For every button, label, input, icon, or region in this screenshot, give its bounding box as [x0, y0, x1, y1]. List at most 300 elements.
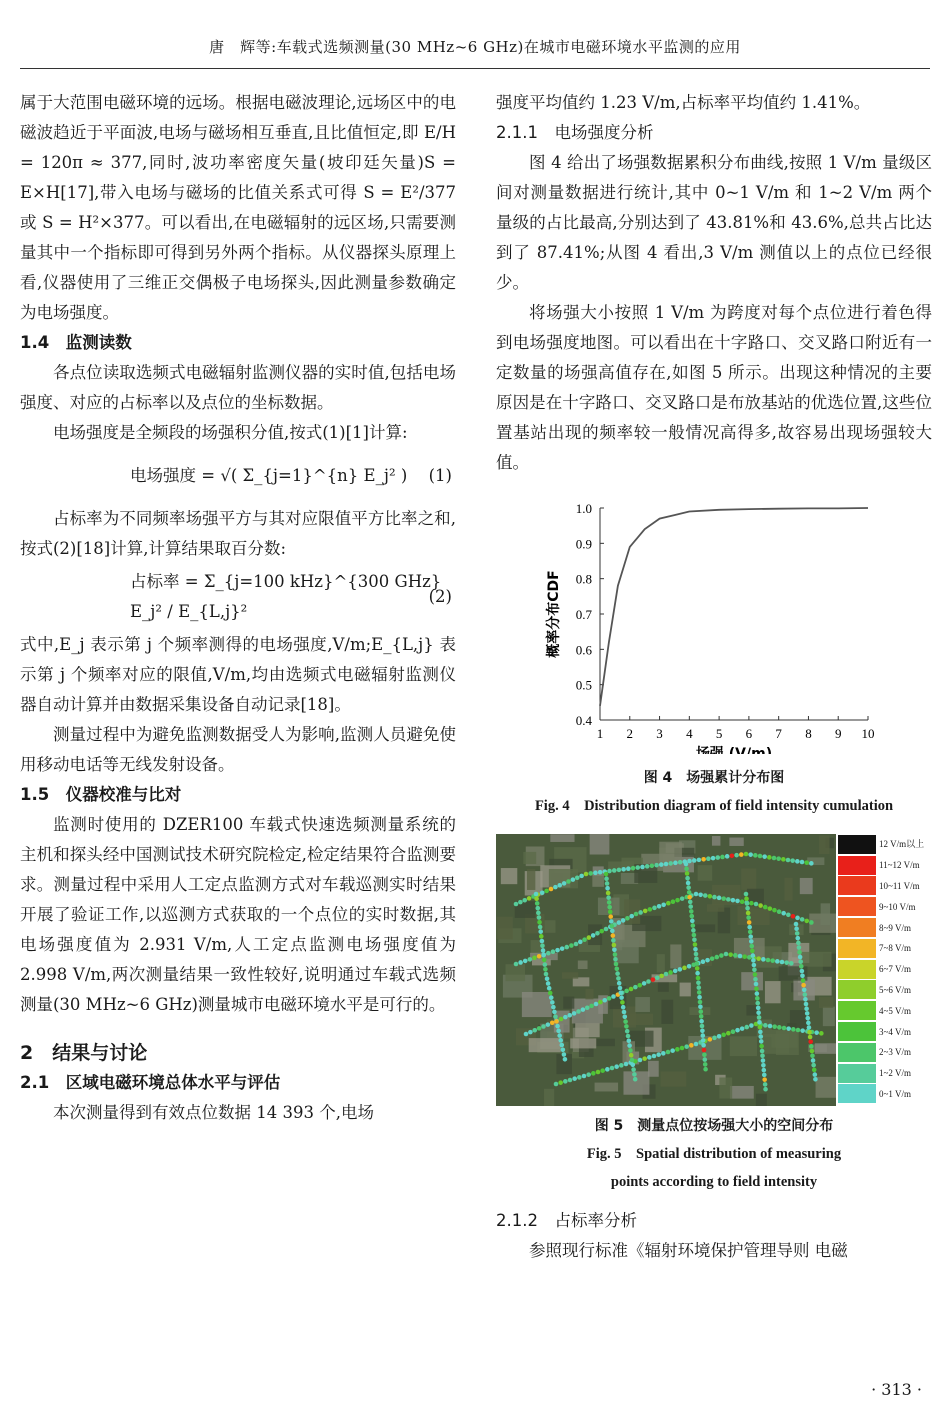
- measurement-point: [563, 1057, 568, 1062]
- paragraph: 参照现行标准《辐射环境保护管理导则 电磁: [529, 1241, 848, 1260]
- legend-label: 7~8 V/m: [879, 943, 911, 954]
- measurement-point: [537, 1026, 542, 1031]
- measurement-point: [611, 938, 616, 943]
- measurement-point: [694, 1042, 699, 1047]
- measurement-point: [621, 1005, 626, 1010]
- x-tick-label: 7: [775, 726, 782, 741]
- map-terrain-block: [592, 875, 604, 887]
- x-tick-label: 2: [626, 726, 634, 741]
- measurement-point: [726, 1031, 731, 1036]
- measurement-point: [798, 959, 803, 964]
- measurement-point: [593, 871, 598, 876]
- measurement-point: [624, 989, 629, 994]
- measurement-point: [742, 954, 747, 959]
- left-column: [20, 88, 456, 1128]
- legend-swatch: [838, 918, 876, 937]
- measurement-point: [652, 906, 657, 911]
- measurement-point: [694, 892, 699, 897]
- measurement-point: [739, 852, 744, 857]
- measurement-point: [631, 1063, 636, 1068]
- measurement-point: [800, 973, 805, 978]
- x-tick-label: 1: [596, 726, 604, 741]
- cdf-chart: [496, 492, 932, 754]
- measurement-point: [697, 995, 702, 1000]
- measurement-point: [547, 986, 552, 991]
- legend-label: 10~11 V/m: [879, 881, 920, 891]
- measurement-point: [631, 866, 636, 871]
- measurement-point: [615, 967, 620, 972]
- measurement-point: [632, 1072, 637, 1077]
- map-terrain-block: [746, 1005, 758, 1015]
- measurement-point: [532, 956, 537, 961]
- measurement-point: [758, 1025, 763, 1030]
- measurement-point: [804, 860, 809, 865]
- measurement-point: [553, 1014, 558, 1019]
- measurement-point: [638, 1058, 643, 1063]
- y-tick-label: 0.9: [575, 536, 592, 552]
- section-heading-2-1: 2.1 区域电磁环境总体水平与评估: [20, 1073, 281, 1092]
- map-terrain-block: [527, 869, 535, 890]
- measurement-point: [624, 1062, 629, 1067]
- measurement-point: [809, 861, 814, 866]
- measurement-point: [604, 927, 609, 932]
- x-tick-label: 10: [861, 726, 875, 741]
- measurement-point: [553, 885, 558, 890]
- measurement-point: [808, 1039, 813, 1044]
- map-terrain-block: [562, 972, 578, 978]
- figure-4-caption: 图 4 场强累计分布图: [643, 770, 785, 786]
- measurement-point: [552, 1010, 557, 1015]
- measurement-point: [692, 937, 697, 942]
- map-terrain-block: [506, 964, 526, 981]
- measurement-point: [578, 940, 583, 945]
- measurement-point: [614, 962, 619, 967]
- measurement-point: [610, 929, 615, 934]
- measurement-point: [782, 1026, 787, 1031]
- measurement-point: [758, 903, 763, 908]
- measurement-point: [691, 923, 696, 928]
- measurement-point: [800, 917, 805, 922]
- measurement-point: [535, 906, 540, 911]
- measurement-point: [622, 1010, 627, 1015]
- measurement-point: [753, 853, 758, 858]
- measurement-point: [745, 906, 750, 911]
- measurement-point: [596, 1070, 601, 1075]
- measurement-point: [687, 964, 692, 969]
- measurement-point: [703, 893, 708, 898]
- measurement-point: [670, 1048, 675, 1053]
- section-heading-2-1-2: 2.1.2 占标率分析: [496, 1211, 637, 1230]
- map-terrain-block: [544, 1089, 554, 1106]
- legend-label: 4~5 V/m: [879, 1005, 911, 1016]
- map-image: [496, 834, 836, 1106]
- legend-label: 11~12 V/m: [879, 860, 920, 871]
- measurement-point: [754, 986, 759, 991]
- measurement-point: [685, 871, 690, 876]
- measurement-point: [701, 959, 706, 964]
- map-terrain-block: [590, 834, 610, 854]
- legend-swatch: [838, 1022, 876, 1041]
- measurement-point: [538, 929, 543, 934]
- paragraph: 测量过程中为避免监测数据受人为影响,监测人员避免使用移动电话等无线发射设备。: [20, 725, 456, 774]
- measurement-point: [758, 1034, 763, 1039]
- right-column: [496, 88, 932, 1266]
- measurement-point: [678, 967, 683, 972]
- measurement-point: [686, 885, 691, 890]
- measurement-point: [781, 857, 786, 862]
- map-terrain-block: [821, 903, 831, 925]
- measurement-point: [763, 1023, 768, 1028]
- measurement-point: [554, 1082, 559, 1087]
- measurement-point: [621, 918, 626, 923]
- measurement-point: [664, 862, 669, 867]
- measurement-point: [611, 994, 616, 999]
- measurement-point: [750, 949, 755, 954]
- measurement-point: [746, 915, 751, 920]
- measurement-point: [628, 1048, 633, 1053]
- measurement-point: [555, 1024, 560, 1029]
- measurement-point: [617, 981, 622, 986]
- measurement-point: [651, 977, 656, 982]
- measurement-point: [687, 895, 692, 900]
- measurement-point: [673, 969, 678, 974]
- measurement-point: [755, 1001, 760, 1006]
- measurement-point: [700, 1024, 705, 1029]
- measurement-point: [675, 898, 680, 903]
- measurement-point: [798, 955, 803, 960]
- measurement-point: [605, 886, 610, 891]
- measurement-point: [759, 1039, 764, 1044]
- measurement-point: [627, 1043, 632, 1048]
- measurement-point: [701, 1038, 706, 1043]
- measurement-point: [772, 908, 777, 913]
- measurement-point: [568, 1078, 573, 1083]
- map-terrain-block: [657, 954, 665, 972]
- legend-label: 6~7 V/m: [879, 964, 911, 975]
- y-tick-label: 0.4: [575, 713, 592, 728]
- measurement-point: [786, 858, 791, 863]
- measurement-point: [740, 899, 745, 904]
- legend-label: 3~4 V/m: [879, 1026, 911, 1037]
- measurement-point: [560, 946, 565, 951]
- legend-label: 12 V/m以上: [879, 839, 925, 850]
- map-terrain-block: [761, 1034, 790, 1054]
- measurement-point: [668, 861, 673, 866]
- measurement-point: [528, 1030, 533, 1035]
- measurement-point: [559, 1043, 564, 1048]
- measurement-point: [760, 1053, 765, 1058]
- measurement-point: [791, 914, 796, 919]
- measurement-point: [696, 981, 701, 986]
- measurement-point: [800, 969, 805, 974]
- measurement-point: [518, 960, 523, 965]
- measurement-point: [748, 852, 753, 857]
- measurement-point: [758, 854, 763, 859]
- measurement-point: [692, 858, 697, 863]
- map-terrain-block: [661, 1071, 687, 1086]
- measurement-point: [807, 1030, 812, 1035]
- measurement-point: [625, 1029, 630, 1034]
- measurement-point: [579, 874, 584, 879]
- measurement-point: [556, 1029, 561, 1034]
- measurement-point: [612, 947, 617, 952]
- measurement-point: [546, 1022, 551, 1027]
- measurement-point: [588, 871, 593, 876]
- measurement-point: [767, 855, 772, 860]
- measurement-point: [758, 1030, 763, 1035]
- measurement-point: [562, 881, 567, 886]
- measurement-point: [795, 936, 800, 941]
- measurement-point: [731, 1029, 736, 1034]
- measurement-point: [550, 1020, 555, 1025]
- measurement-point: [618, 986, 623, 991]
- measurement-point: [780, 960, 785, 965]
- measurement-point: [749, 939, 754, 944]
- equation-2-number: (2): [428, 587, 452, 606]
- measurement-point: [625, 916, 630, 921]
- measurement-point: [717, 896, 722, 901]
- measurement-point: [558, 1038, 563, 1043]
- measurement-point: [757, 1020, 762, 1025]
- x-tick-label: 4: [686, 726, 693, 741]
- measurement-point: [558, 1080, 563, 1085]
- measurement-point: [689, 1043, 694, 1048]
- measurement-point: [569, 943, 574, 948]
- measurement-point: [749, 944, 754, 949]
- figure-5-caption-en-line1: Fig. 5 Spatial distribution of measuring: [586, 1146, 842, 1162]
- measurement-point: [646, 979, 651, 984]
- measurement-point: [545, 976, 550, 981]
- map-terrain-block: [712, 836, 720, 846]
- measurement-point: [735, 899, 740, 904]
- measurement-point: [555, 948, 560, 953]
- measurement-point: [734, 853, 739, 858]
- measurement-point: [532, 1028, 537, 1033]
- measurement-point: [795, 916, 800, 921]
- measurement-point: [657, 904, 662, 909]
- measurement-point: [619, 995, 624, 1000]
- measurement-point: [557, 883, 562, 888]
- measurement-point: [607, 900, 612, 905]
- measurement-point: [693, 947, 698, 952]
- map-terrain-block: [648, 1061, 659, 1077]
- measurement-point: [806, 1021, 811, 1026]
- measurement-point: [689, 914, 694, 919]
- measurement-point: [561, 1047, 566, 1052]
- measurement-point: [805, 1016, 810, 1021]
- measurement-point: [685, 876, 690, 881]
- measurement-point: [744, 1025, 749, 1030]
- measurement-point: [589, 1004, 594, 1009]
- measurement-point: [794, 922, 799, 927]
- paragraph: 各点位读取选频式电磁辐射监测仪器的实时值,包括电场强度、对应的占标率以及点位的坐标数据。: [20, 363, 456, 412]
- equation-1-body: 电场强度 = √( Σ_{j=1}^{n} E_j² ): [130, 466, 408, 485]
- measurement-point: [656, 1052, 661, 1057]
- measurement-point: [819, 1031, 824, 1036]
- y-tick-label: 0.6: [575, 642, 592, 658]
- measurement-point: [633, 985, 638, 990]
- measurement-point: [763, 1082, 768, 1087]
- measurement-point: [626, 866, 631, 871]
- cdf-series-line: [600, 508, 868, 706]
- map-terrain-block: [800, 878, 813, 894]
- field-intensity-map: [496, 834, 930, 1106]
- map-terrain-block: [816, 1077, 836, 1098]
- running-header: 唐 辉等:车载式选频测量(30 MHz~6 GHz)在城市电磁环境水平监测的应用: [209, 38, 741, 56]
- measurement-point: [692, 933, 697, 938]
- measurement-point: [584, 872, 589, 877]
- figure-5-caption-en-line2: points according to field intensity: [610, 1174, 818, 1190]
- measurement-point: [795, 931, 800, 936]
- measurement-point: [731, 898, 736, 903]
- map-terrain-block: [585, 989, 593, 1000]
- measurement-point: [711, 856, 716, 861]
- paragraph: 属于大范围电磁环境的远场。根据电磁波理论,远场区中的电磁波趋近于平面波,电场与磁场相互垂直,且比值恒定,即 E/H = 120π ≈ 377,同时,波功率密度矢量(坡印廷矢量)S = E×H[17],带入电场与磁场的比值关系式可得 S = E²/377 或 S = H²×377。可以看出,在电磁辐射的远区场,只需要测量其中一个指标即可得到另外两个指标。从仪器探头原理上看,仪器使用了三维正交偶极子电场探头,因此测量参数确定为电场强度。: [20, 93, 456, 322]
- measurement-point: [701, 1033, 706, 1038]
- measurement-point: [756, 956, 761, 961]
- measurement-point: [796, 1028, 801, 1033]
- measurement-point: [733, 953, 738, 958]
- measurement-point: [554, 1019, 559, 1024]
- measurement-point: [768, 906, 773, 911]
- measurement-point: [600, 1068, 605, 1073]
- measurement-point: [699, 1014, 704, 1019]
- measurement-point: [740, 1026, 745, 1031]
- measurement-point: [613, 952, 618, 957]
- measurement-point: [807, 1025, 812, 1030]
- measurement-point: [702, 1053, 707, 1058]
- equation-1: [20, 448, 456, 504]
- paragraph: 占标率为不同频率场强平方与其对应限值平方比率之和,按式(2)[18]计算,计算结果取百分数:: [20, 509, 456, 558]
- map-terrain-block: [707, 904, 724, 912]
- measurement-point: [754, 902, 759, 907]
- legend-swatch: [838, 1043, 876, 1062]
- measurement-point: [755, 996, 760, 1001]
- legend-swatch: [838, 1084, 876, 1103]
- measurement-point: [582, 937, 587, 942]
- map-terrain-block: [698, 865, 713, 880]
- measurement-point: [574, 942, 579, 947]
- measurement-point: [744, 896, 749, 901]
- equation-2: [20, 564, 456, 630]
- measurement-point: [684, 866, 689, 871]
- measurement-point: [770, 958, 775, 963]
- measurement-point: [703, 1062, 708, 1067]
- x-tick-label: 8: [805, 726, 812, 741]
- measurement-point: [796, 941, 801, 946]
- map-terrain-block: [815, 1043, 836, 1054]
- measurement-point: [808, 1035, 813, 1040]
- map-terrain-block: [550, 834, 574, 842]
- measurement-point: [563, 1015, 568, 1020]
- measurement-point: [537, 915, 542, 920]
- y-axis-label: 概率分布CDF: [546, 570, 562, 658]
- measurement-point: [755, 991, 760, 996]
- measurement-point: [712, 1036, 717, 1041]
- measurement-point: [784, 960, 789, 965]
- measurement-point: [748, 930, 753, 935]
- measurement-point: [668, 970, 673, 975]
- measurement-point: [540, 890, 545, 895]
- measurement-point: [543, 967, 548, 972]
- measurement-point: [539, 934, 544, 939]
- measurement-point: [772, 856, 777, 861]
- map-terrain-block: [556, 1054, 572, 1074]
- measurement-point: [619, 1063, 624, 1068]
- measurement-point: [744, 892, 749, 897]
- measurement-point: [697, 858, 702, 863]
- measurement-point: [638, 910, 643, 915]
- map-terrain-block: [819, 997, 833, 1008]
- measurement-point: [620, 1000, 625, 1005]
- map-legend: [838, 834, 930, 1104]
- measurement-point: [591, 1071, 596, 1076]
- legend-swatch: [838, 1064, 876, 1083]
- measurement-point: [726, 897, 731, 902]
- measurement-point: [611, 933, 616, 938]
- measurement-point: [705, 958, 710, 963]
- measurement-point: [719, 953, 724, 958]
- page-number: · 313 ·: [871, 1380, 922, 1399]
- measurement-point: [551, 949, 556, 954]
- measurement-point: [536, 911, 541, 916]
- measurement-point: [725, 854, 730, 859]
- measurement-point: [749, 901, 754, 906]
- measurement-point: [706, 856, 711, 861]
- measurement-point: [812, 1068, 817, 1073]
- measurement-point: [813, 1072, 818, 1077]
- paragraph: 监测时使用的 DZER100 车载式快速选频测量系统的主机和探头经中国测试技术研究院检定,检定结果符合监测要求。测量过程中采用人工定点监测方式对车载巡测实时结果开展了验证工作,以巡测方式获取的一个点位的实时数据,其电场强度值为 2.931 V/m,人工定点监测电场强度值为 2.998 V/m,两次测量结果一致性较好,说明通过车载式选频测量(30 MHz~6 GHz)测量城市电磁环境水平是可行的。: [20, 815, 456, 1014]
- measurement-point: [695, 966, 700, 971]
- measurement-point: [697, 985, 702, 990]
- map-terrain-block: [595, 1083, 618, 1092]
- measurement-point: [562, 1052, 567, 1057]
- measurement-point: [604, 876, 609, 881]
- measurement-point: [537, 920, 542, 925]
- legend-swatch: [838, 1001, 876, 1020]
- measurement-point: [629, 987, 634, 992]
- measurement-point: [746, 911, 751, 916]
- measurement-point: [599, 929, 604, 934]
- measurement-point: [789, 961, 794, 966]
- measurement-point: [794, 926, 799, 931]
- measurement-point: [652, 1054, 657, 1059]
- measurement-point: [564, 945, 569, 950]
- measurement-point: [671, 899, 676, 904]
- measurement-point: [694, 957, 699, 962]
- measurement-point: [666, 901, 671, 906]
- map-terrain-block: [658, 981, 669, 992]
- measurement-point: [673, 861, 678, 866]
- measurement-point: [766, 958, 771, 963]
- measurement-point: [702, 1048, 707, 1053]
- measurement-point: [790, 858, 795, 863]
- measurement-point: [635, 865, 640, 870]
- measurement-point: [522, 898, 527, 903]
- measurement-point: [591, 933, 596, 938]
- measurement-point: [745, 901, 750, 906]
- measurement-point: [795, 859, 800, 864]
- measurement-point: [680, 1046, 685, 1051]
- measurement-point: [688, 900, 693, 905]
- measurement-point: [617, 920, 622, 925]
- measurement-point: [803, 997, 808, 1002]
- measurement-point: [614, 1064, 619, 1069]
- legend-label: 8~9 V/m: [879, 922, 911, 933]
- measurement-point: [534, 892, 539, 897]
- measurement-point: [567, 1013, 572, 1018]
- measurement-point: [801, 983, 806, 988]
